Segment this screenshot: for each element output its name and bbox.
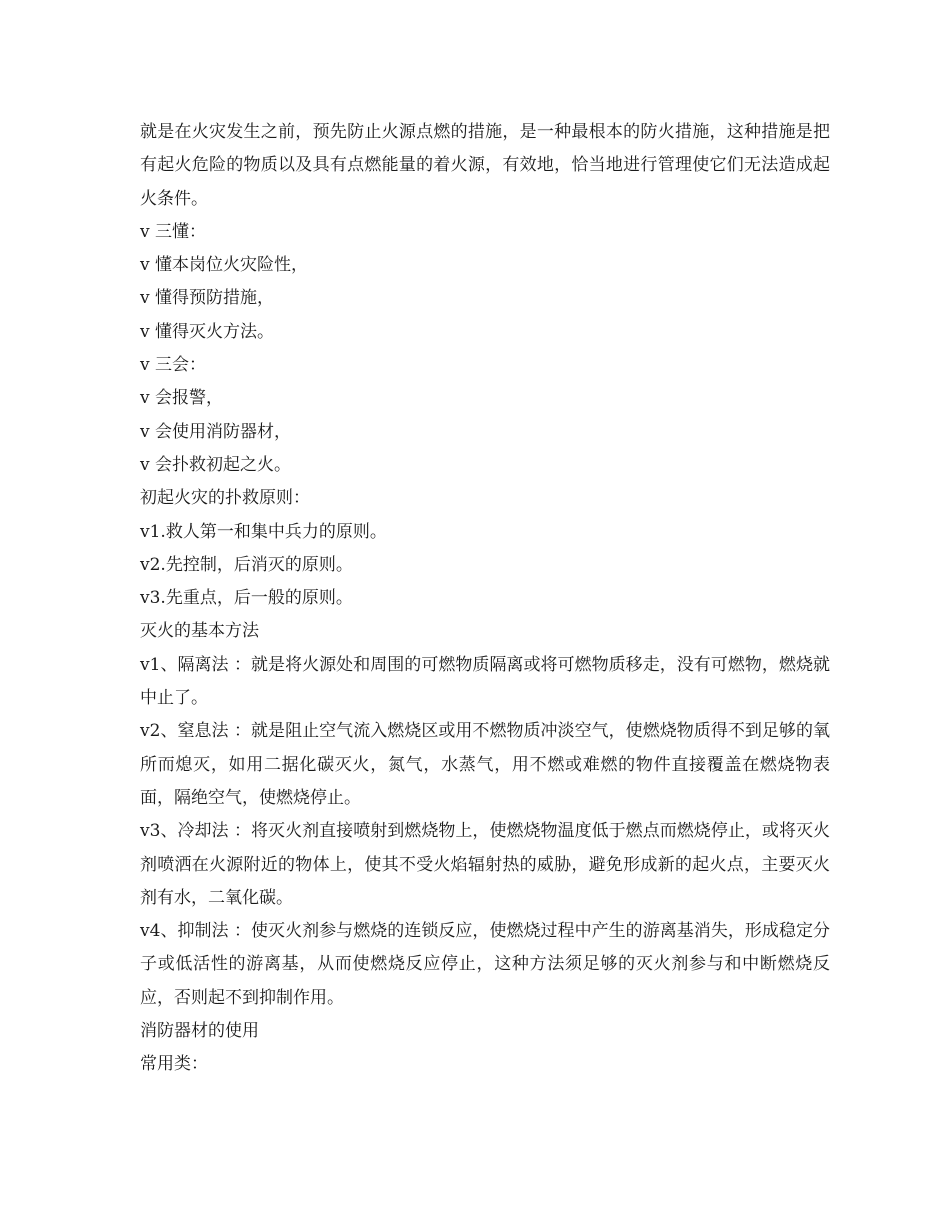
paragraph-three-can-heading: v 三会： (140, 355, 207, 376)
list-item: v1.救人第一和集中兵力的原则。 (140, 521, 387, 542)
list-item: v 懂得预防措施， (140, 288, 275, 309)
paragraph-inhibition-method: v4、抑制法 ：使灭火剂参与燃烧的连锁反应，使燃烧过程中产生的游离基消失，形成稳定分子或低活性的游离基，从而使燃烧反应停止，这种方法须足够的灭火剂参与和中断燃烧反应，否则起不到抑制作用。 (140, 921, 830, 1008)
list-item: v 懂本岗位火灾险性， (140, 255, 309, 276)
list-item: v2.先控制，后消灭的原则。 (140, 554, 353, 575)
paragraph-suffocation-method: v2、窒息法 ：就是阻止空气流入燃烧区或用不燃物质冲淡空气，使燃烧物质得不到足够的氧所而熄灭，如用二据化碳灭火，氮气，水蒸气，用不燃或难燃的物件直接覆盖在燃烧物表面，隔绝空气，使燃烧停止。 (140, 721, 830, 808)
paragraph-cooling-method: v3、冷却法 ：将灭火剂直接喷射到燃烧物上，使燃烧物温度低于燃点而燃烧停止，或将灭火剂喷洒在火源附近的物体上，使其不受火焰辐射热的威胁，避免形成新的起火点，主要灭火剂有水，二氧化碳。 (140, 821, 830, 908)
paragraph-three-understand-heading: v 三懂： (140, 221, 207, 242)
paragraph-isolation-method: v1、隔离法 ：就是将火源处和周围的可燃物质隔离或将可燃物质移走，没有可燃物，燃烧就中止了。 (140, 654, 830, 709)
list-item: v 会扑救初起之火。 (140, 454, 292, 475)
list-item: v 懂得灭火方法。 (140, 321, 275, 342)
list-item: v 会报警， (140, 388, 224, 409)
paragraph-prevention-definition: 就是在火灾发生之前，预先防止火源点燃的措施，是一种最根本的防火措施，这种措施是把有起火危险的物质以及具有点燃能量的着火源，有效地，恰当地进行管理使它们无法造成起火条件。 (140, 122, 830, 209)
list-item: v 会使用消防器材， (140, 421, 292, 442)
document-body (140, 116, 830, 1082)
section-heading-equipment-usage: 消防器材的使用 (140, 1021, 259, 1042)
paragraph-common-types: 常用类： (140, 1054, 208, 1075)
section-heading-initial-fire-principles: 初起火灾的扑救原则： (140, 488, 310, 509)
list-item: v3.先重点，后一般的原则。 (140, 588, 353, 609)
section-heading-extinguishing-methods: 灭火的基本方法 (140, 621, 259, 642)
